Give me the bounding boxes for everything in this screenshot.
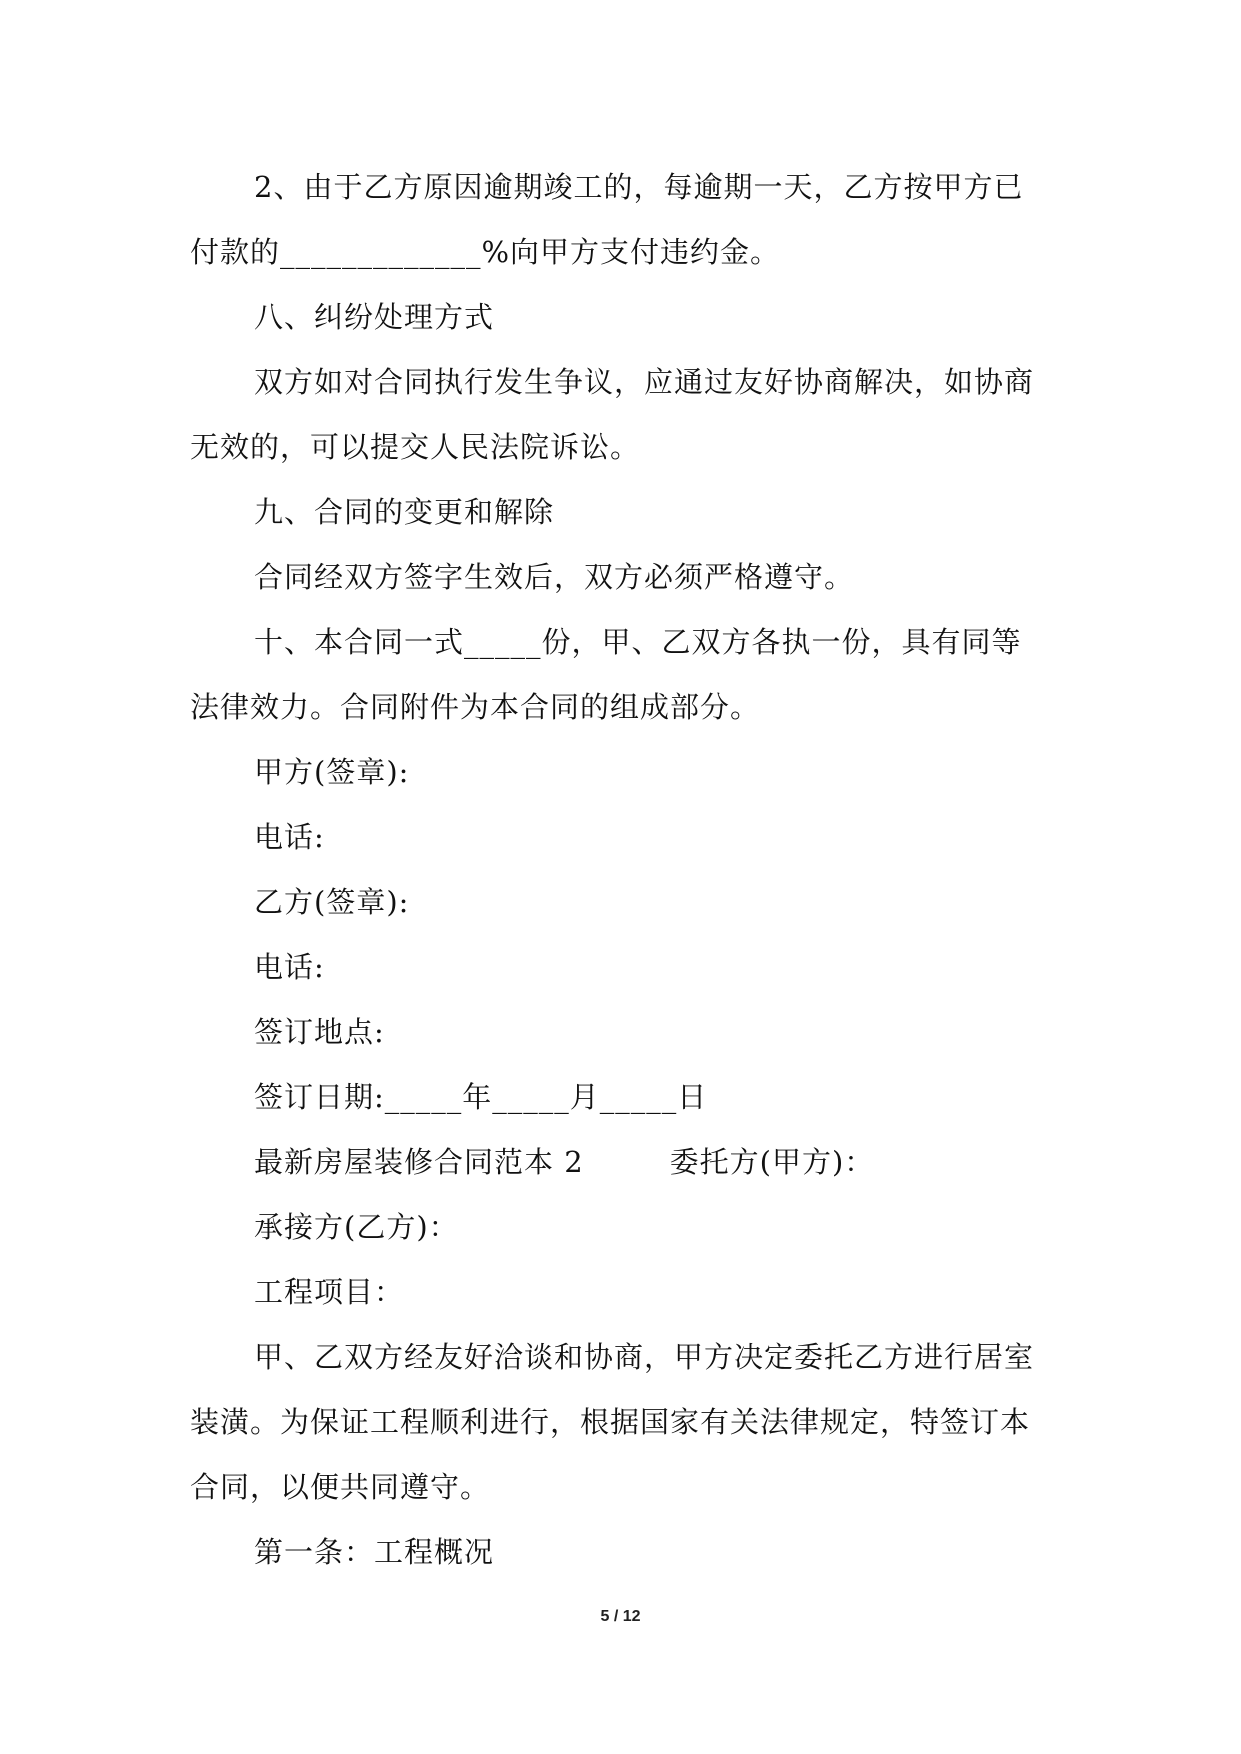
signing-location-field: 签订地点: [254,1015,385,1049]
contract-title-line [190,1130,1060,1195]
paragraph-line: 装潢。为保证工程顺利进行，根据国家有关法律规定，特签订本 [190,1405,1031,1439]
paragraph-line: 双方如对合同执行发生争议，应通过友好协商解决，如协商 [254,365,1035,399]
paragraph-line: 合同，以便共同遵守。 [190,1470,491,1504]
signature-field-party-a: 甲方(签章): [254,755,410,789]
document-body [190,155,1060,1585]
page-number: 5 / 12 [600,1608,641,1625]
paragraph-line: 2、由于乙方原因逾期竣工的，每逾期一天，乙方按甲方已 [254,170,1024,204]
paragraph-line: 无效的，可以提交人民法院诉讼。 [190,430,641,464]
section-heading: 第一条：工程概况 [254,1535,495,1569]
paragraph-line: 合同经双方签字生效后，双方必须严格遵守。 [254,560,855,594]
signature-field-party-b: 乙方(签章): [254,885,410,919]
contractor-party-b-label: 承接方(乙方)： [254,1210,459,1244]
signing-date-field: 签订日期:_____年_____月_____日 [254,1080,708,1114]
contract-title: 最新房屋装修合同范本 2 [254,1145,584,1179]
phone-field-party-b: 电话: [254,950,325,984]
project-label: 工程项目： [254,1275,405,1309]
paragraph-line: 甲、乙双方经友好洽谈和协商，甲方决定委托乙方进行居室 [254,1340,1035,1374]
section-heading: 九、合同的变更和解除 [254,495,555,529]
phone-field-party-a: 电话: [254,820,325,854]
client-party-a-label: 委托方(甲方)： [669,1145,875,1179]
paragraph-line: 付款的_____________%向甲方支付违约金。 [190,235,781,269]
section-heading: 八、纠纷处理方式 [254,300,495,334]
paragraph-line: 法律效力。合同附件为本合同的组成部分。 [190,690,761,724]
paragraph-line: 十、本合同一式_____份，甲、乙双方各执一份，具有同等 [254,625,1022,659]
